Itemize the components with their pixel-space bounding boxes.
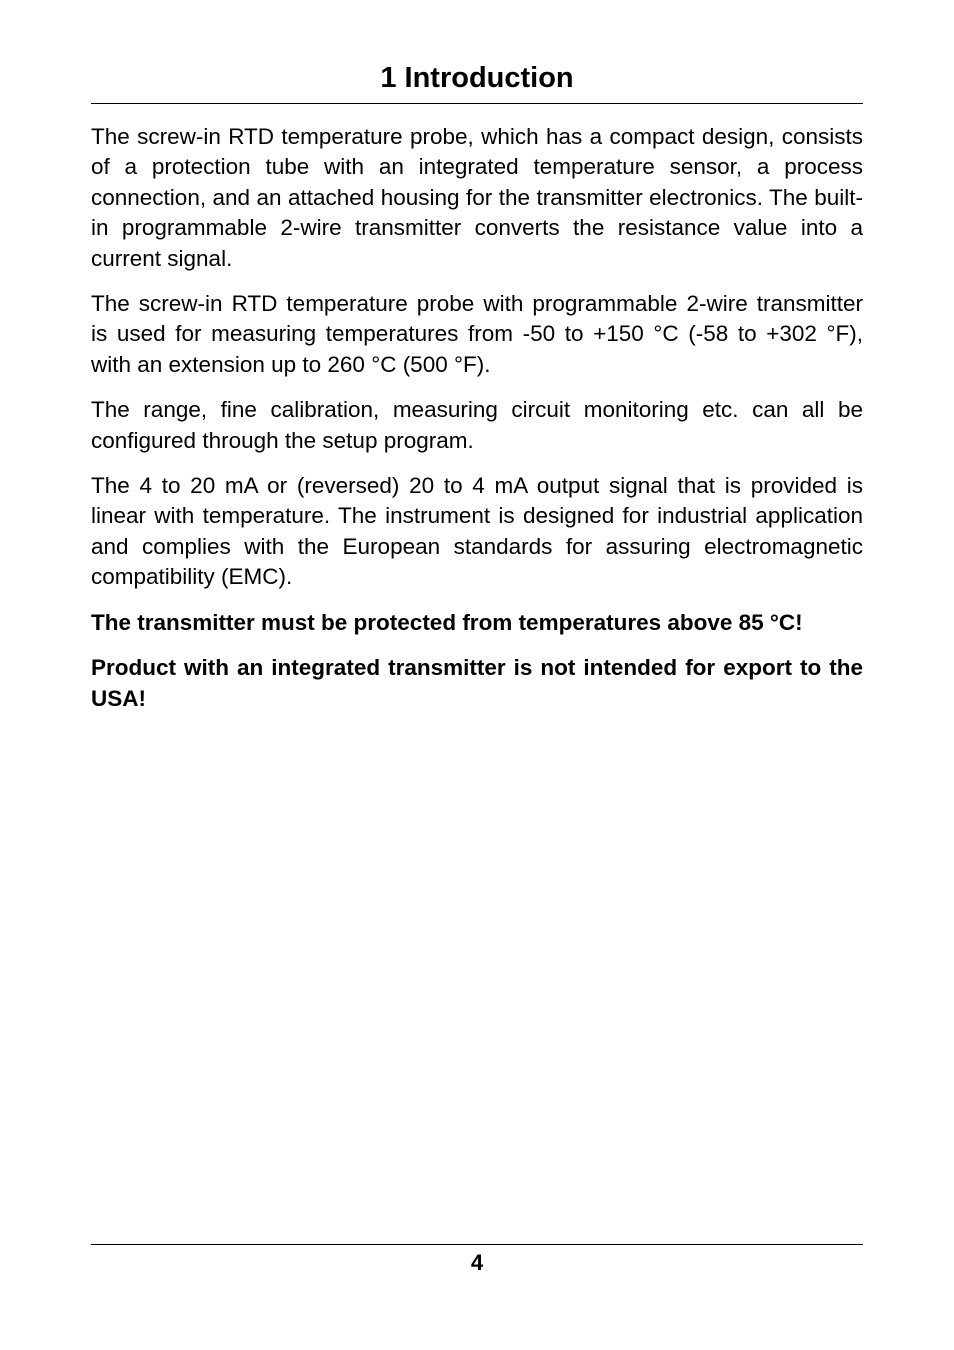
warning-temperature: The transmitter must be protected from temperatures above 85 °C! [91,609,803,635]
paragraph-measuring-range: The screw-in RTD temperature probe with programmable 2-wire transmitter is used for measuring temperatures from -50 to +150 °C (-58 to +302 °F), with an extension up to 260 °C (500 °F). [91,291,863,377]
paragraph-description: The screw-in RTD temperature probe, which has a compact design, consists of a protection tube with an integrated temperature sensor, a process connection, and an attached housing for the transmitter electronics. The built-in programmable 2-wire transmitter converts the resistance value into a current signal. [91,124,863,271]
document-page [91,0,863,1350]
paragraph-output-signal: The 4 to 20 mA or (reversed) 20 to 4 mA output signal that is provided is linear with temperature. The instrument is designed for industrial application and complies with the European standards for assuring electromagnetic compatibility (EMC). [91,473,863,590]
page-number: 4 [470,1250,484,1275]
footer-divider [91,1244,863,1245]
title-divider [91,103,863,104]
page-title: 1 Introduction [380,62,574,94]
paragraph-configuration: The range, fine calibration, measuring circuit monitoring etc. can all be configured through the setup program. [91,397,863,453]
warning-export: Product with an integrated transmitter is not intended for export to the USA! [91,655,863,711]
body-text [91,122,863,729]
